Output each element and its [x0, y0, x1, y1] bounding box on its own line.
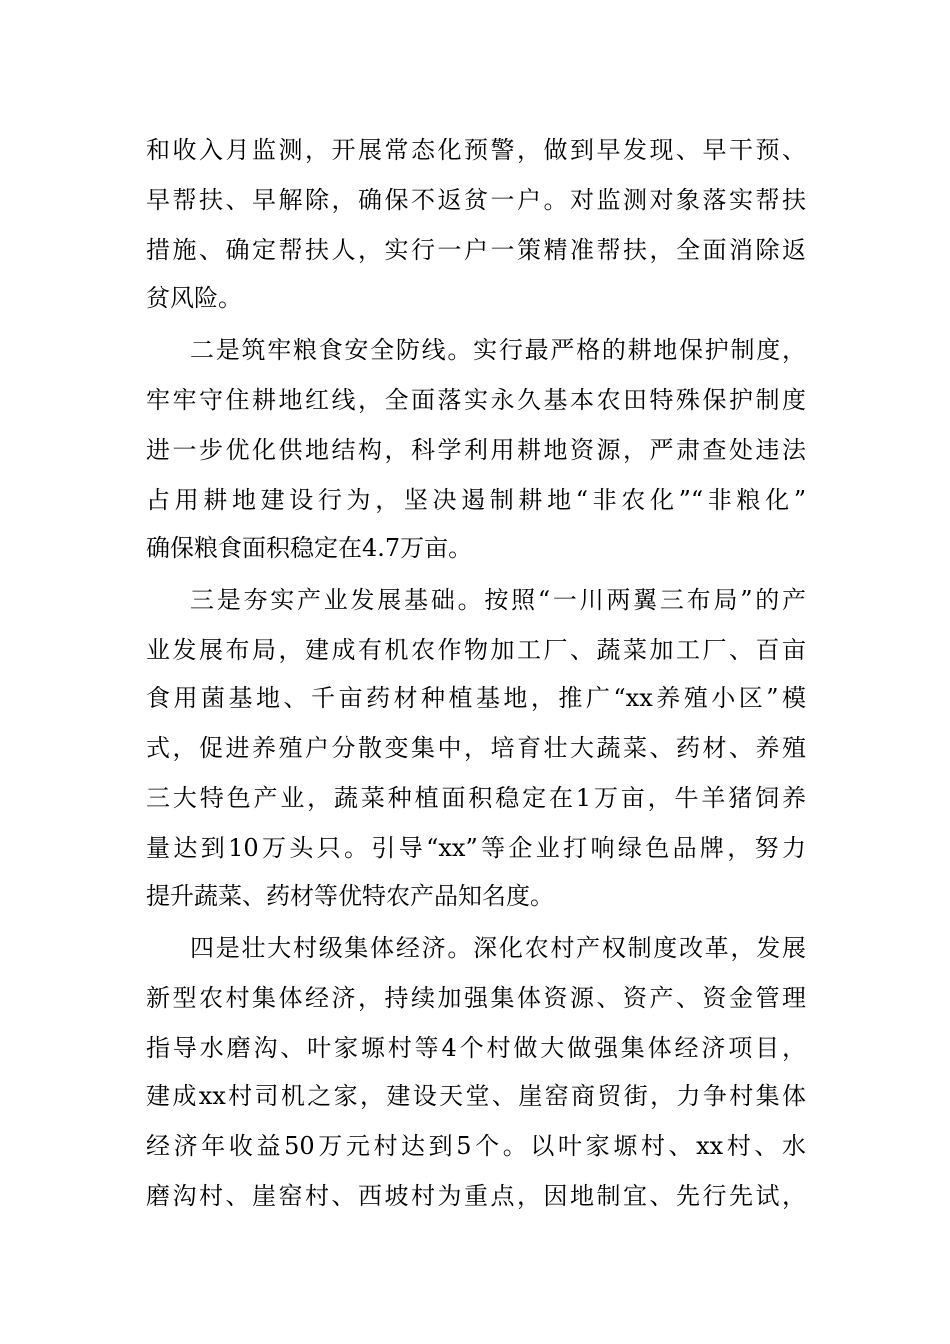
text-line: 式，促进养殖户分散变集中，培育壮大蔬菜、药材、养殖	[146, 734, 806, 762]
text-line: 经济年收益50万元村达到5个。以叶家塬村、xx村、水	[146, 1132, 806, 1160]
text-line: 新型农村集体经济，持续加强集体资源、资产、资金管理	[146, 984, 806, 1012]
text-line: 量达到10万头只。引导“xx”等企业打响绿色品牌，努力	[146, 834, 806, 862]
text-line: 业发展布局，建成有机农作物加工厂、蔬菜加工厂、百亩	[146, 636, 806, 664]
text-line: 占用耕地建设行为，坚决遏制耕地“非农化”“非粮化”	[146, 486, 806, 514]
text-line: 提升蔬菜、药材等优特农产品知名度。	[146, 882, 554, 910]
text-line: 早帮扶、早解除，确保不返贫一户。对监测对象落实帮扶	[146, 186, 806, 214]
text-line: 磨沟村、崖窑村、西坡村为重点，因地制宜、先行先试，	[146, 1182, 806, 1210]
text-line: 三是夯实产业发展基础。按照“一川两翼三布局”的产	[190, 586, 806, 614]
text-line: 措施、确定帮扶人，实行一户一策精准帮扶，全面消除返	[146, 236, 806, 264]
text-line: 四是壮大村级集体经济。深化农村产权制度改革，发展	[190, 934, 806, 962]
text-line: 三大特色产业，蔬菜种植面积稳定在1万亩，牛羊猪饲养	[146, 784, 806, 812]
text-line: 二是筑牢粮食安全防线。实行最严格的耕地保护制度，	[190, 336, 806, 364]
text-line: 和收入月监测，开展常态化预警，做到早发现、早干预、	[146, 136, 806, 164]
text-line: 确保粮食面积稳定在4.7万亩。	[146, 534, 473, 562]
text-line: 牢牢守住耕地红线，全面落实永久基本农田特殊保护制度	[146, 386, 806, 414]
text-line: 食用菌基地、千亩药材种植基地，推广“xx养殖小区”模	[146, 684, 806, 712]
text-line: 进一步优化供地结构，科学利用耕地资源，严肃查处违法	[146, 436, 806, 464]
text-line: 指导水磨沟、叶家塬村等4个村做大做强集体经济项目，	[146, 1034, 806, 1062]
text-line: 建成xx村司机之家，建设天堂、崖窑商贸街，力争村集体	[146, 1082, 806, 1110]
text-line: 贫风险。	[146, 284, 242, 312]
